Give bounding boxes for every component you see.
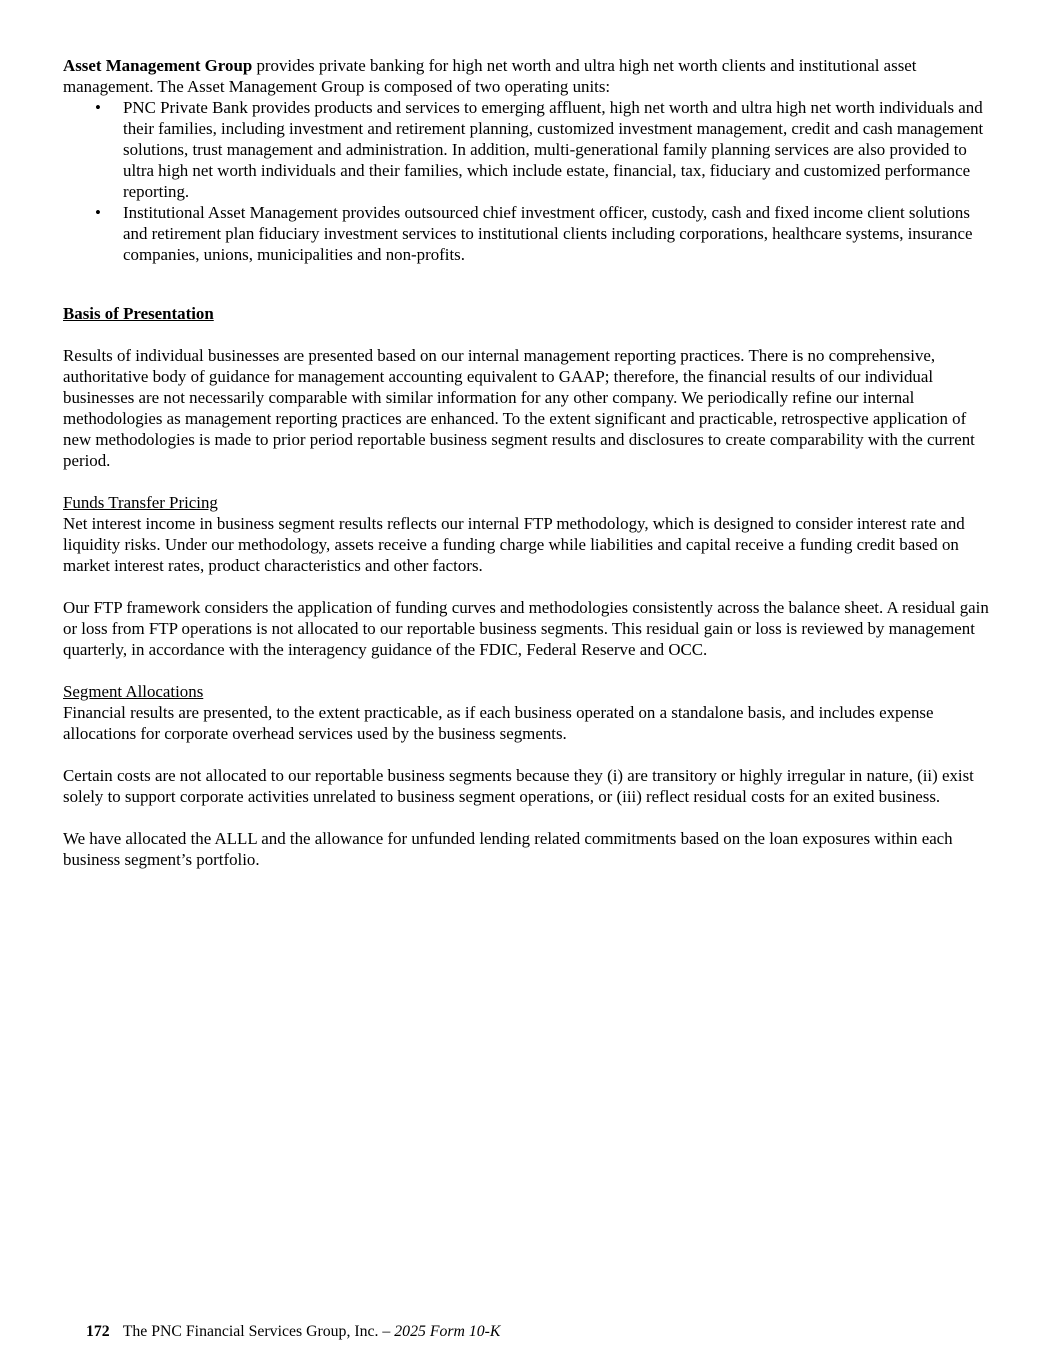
funds-transfer-pricing-heading: Funds Transfer Pricing — [63, 493, 218, 512]
basis-of-presentation-heading: Basis of Presentation — [63, 304, 214, 323]
bullet-icon: • — [95, 203, 101, 222]
segment-allocations-paragraph-3: We have allocated the ALLL and the allowance for unfunded lending related commitments based on the loan exposures within each business segment’s portfolio. — [63, 829, 953, 869]
list-item — [63, 97, 994, 202]
footer-form-name: 2025 Form 10-K — [394, 1323, 501, 1340]
segment-allocations-paragraph-2: Certain costs are not allocated to our reportable business segments because they (i) are transitory or highly irregular in nature, (ii) exist solely to support corporate activities unrelated to business segment operations, or (iii) reflect residual costs for an exited business. — [63, 766, 974, 806]
footer-page-number: 172 — [86, 1323, 110, 1340]
intro-text: provides private banking for high net worth and ultra high net worth clients and institutional asset management. The Asset Management Group is composed of two operating units: — [63, 56, 917, 96]
operating-units-list — [63, 97, 994, 265]
segment-allocations-heading: Segment Allocations — [63, 682, 204, 701]
page-footer — [86, 1322, 500, 1341]
intro-paragraph — [63, 55, 994, 97]
bullet-text-pnc-private-bank: PNC Private Bank provides products and services to emerging affluent, high net worth and ultra high net worth individuals and their families, including investment and retirement planning, customized investment management, credit and cash management solutions, trust management and administration. In addition, multi-generational family planning services are also provided to ultra high net worth individuals and their families, which include estate, financial, tax, fiduciary and customized performance reporting. — [123, 98, 984, 201]
intro-lead: Asset Management Group — [63, 56, 253, 75]
page-content — [63, 55, 994, 870]
funds-transfer-pricing-paragraph-1: Net interest income in business segment results reflects our internal FTP methodology, which is designed to consider interest rate and liquidity risks. Under our methodology, assets receive a funding charge while liabilities and capital receive a funding credit based on market interest rates, product characteristics and other factors. — [63, 514, 965, 575]
funds-transfer-pricing-paragraph-2: Our FTP framework considers the application of funding curves and methodologies consistently across the balance sheet. A residual gain or loss from FTP operations is not allocated to our reportable business segments. This residual gain or loss is reviewed by management quarterly, in accordance with the interagency guidance of the FDIC, Federal Reserve and OCC. — [63, 598, 989, 659]
bullet-text-institutional-asset-management: Institutional Asset Management provides outsourced chief investment officer, custody, cash and fixed income client solutions and retirement plan fiduciary investment services to institutional clients including corporations, healthcare systems, insurance companies, unions, municipalities and non-profits. — [123, 203, 973, 264]
basis-of-presentation-paragraph: Results of individual businesses are presented based on our internal management reporting practices. There is no comprehensive, authoritative body of guidance for management accounting equivalent to GAAP; therefore, the financial results of our individual businesses are not necessarily comparable with similar information for any other company. We periodically refine our internal methodologies as management reporting practices are enhanced. To the extent significant and practicable, retrospective application of new methodologies is made to prior period reportable business segment results and disclosures to create comparability with the current period. — [63, 346, 975, 470]
list-item — [63, 202, 994, 265]
footer-company-name: The PNC Financial Services Group, Inc. – — [122, 1323, 395, 1340]
bullet-icon: • — [95, 98, 101, 117]
segment-allocations-paragraph-1: Financial results are presented, to the extent practicable, as if each business operated on a standalone basis, and includes expense allocations for corporate overhead services used by the business segments. — [63, 703, 934, 743]
